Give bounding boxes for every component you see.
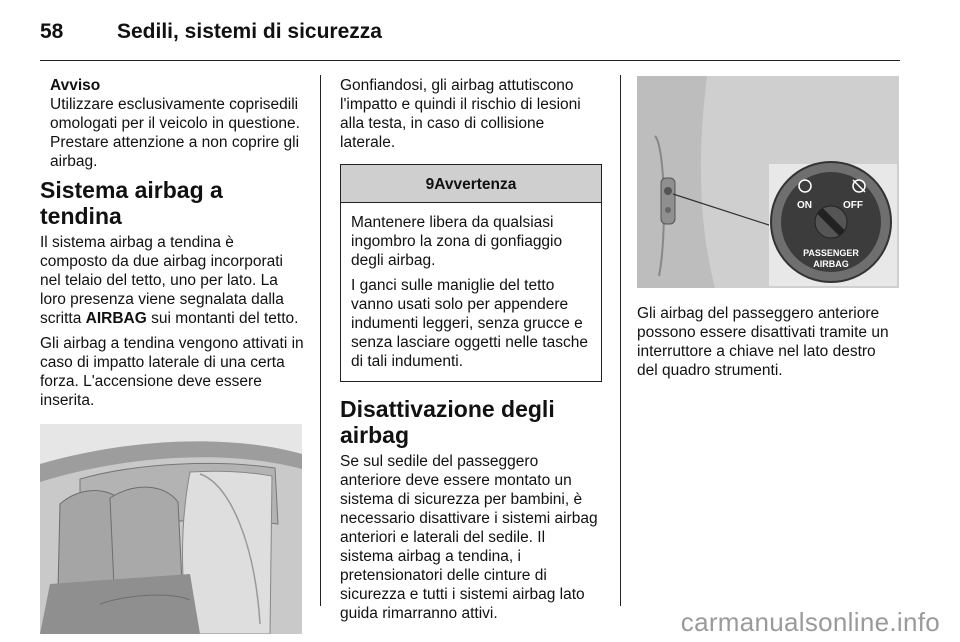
footer-watermark: carmanualsonline.info [680,607,940,637]
notice-text: Utilizzare esclusivamente coprisedili omologati per il veicolo in questione. Prestare attenzione a non coprire gli airbag. [50,96,300,170]
section-heading-curtain-airbag: Sistema airbag a tendina [40,177,223,229]
paragraph-deactivation: Se sul sedile del passeggero anteriore deve essere montato un sistema di sicurezza per bambini, è necessario disattivare i sistemi airbag anteriori e laterali del sedile. Il sistema airbag a tendina, i pretensionatori delle cinture di sicurezza e tutti i sistemi airbag lato guida rimarranno attivi. [340,453,598,622]
column-divider-2 [620,75,621,606]
caption-passenger-airbag: Gli airbag del passeggero anteriore possono essere disattivati tramite un interruttore a chiave nel lato destro del quadro strumenti. [637,305,889,379]
warning-box [340,164,602,382]
switch-label-passenger: PASSENGER [803,248,859,258]
column-1 [40,76,304,634]
notice-title: Avviso [50,77,101,94]
warning-title: Avvertenza [434,176,517,193]
warning-text-2: I ganci sulle maniglie del tetto vanno usati solo per appendere indumenti leggeri, senza grucce e senza lasciare oggetti nelle tasche di tali indumenti. [351,277,588,370]
warning-icon: 9 [425,176,435,193]
column-2 [340,76,602,629]
paragraph-curtain-1: Il sistema airbag a tendina è composto da due airbag incorporati nel telaio del tetto, uno per lato. La loro presenza viene segnalata dalla scritta AIRBAG sui montanti del tetto. [40,234,299,327]
switch-off-label: OFF [843,200,863,211]
header-rule [40,60,900,61]
warning-header [341,165,601,203]
paragraph-curtain-2: Gli airbag a tendina vengono attivati in caso di impatto laterale di una certa forza. L'accensione deve essere inserita. [40,335,304,409]
airbag-key-switch-illustration [637,76,899,288]
column-3 [637,76,899,386]
page-number: 58 [40,20,64,43]
running-title: Sedili, sistemi di sicurezza [117,20,382,43]
switch-on-label: ON [797,200,812,211]
warning-body [341,203,601,381]
column-divider-1 [320,75,321,606]
notice-block [50,76,304,171]
switch-label-airbag: AIRBAG [813,259,849,269]
paragraph-inflation: Gonfiandosi, gli airbag attutiscono l'impatto e quindi il rischio di lesioni alla testa, in caso di collisione laterale. [340,77,581,151]
section-heading-deactivation: Disattivazione degli airbag [340,396,555,448]
curtain-airbag-illustration [40,424,302,634]
warning-text-1: Mantenere libera da qualsiasi ingombro la zona di gonfiaggio degli airbag. [351,214,563,269]
